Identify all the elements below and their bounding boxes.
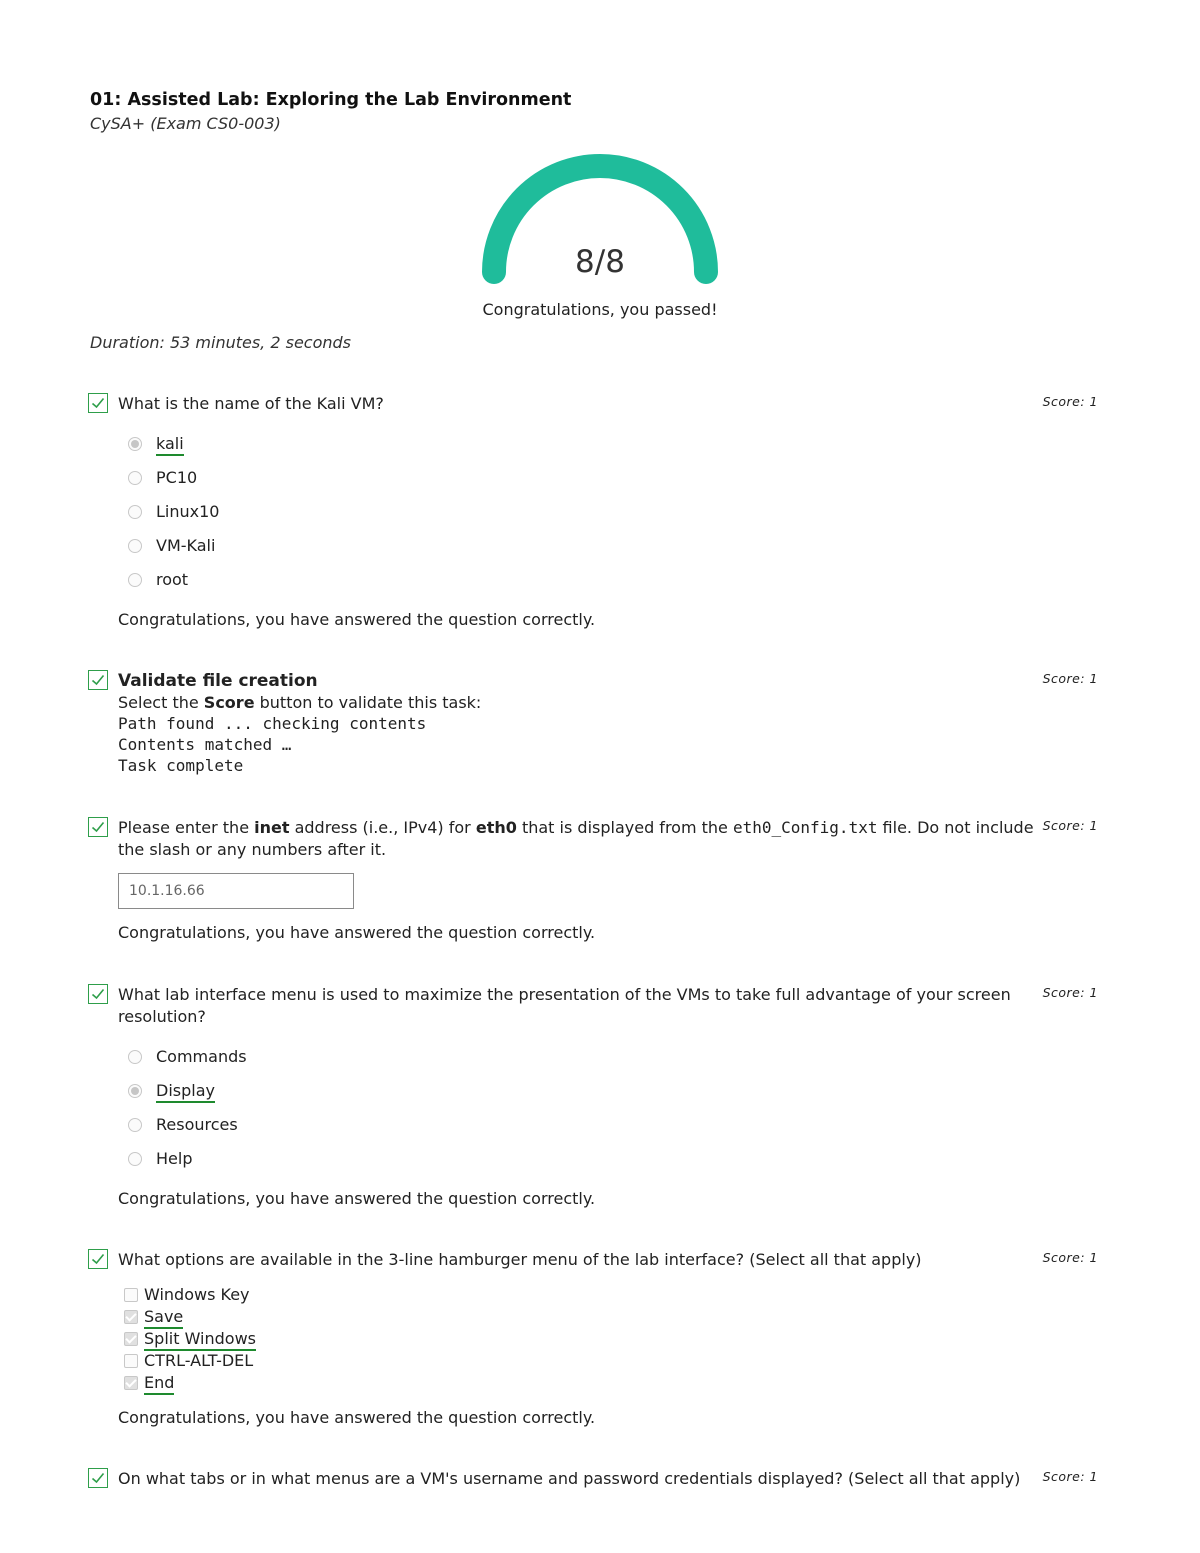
text-part: that is displayed from the [516, 818, 733, 837]
question-text: What options are available in the 3-line hamburger menu of the lab interface? (Select all that apply) [118, 1250, 922, 1269]
checkbox-checked[interactable] [124, 1310, 138, 1324]
option-label: kali [156, 434, 184, 456]
radio-unselected[interactable] [128, 505, 142, 519]
score-value: 8/8 [575, 244, 625, 280]
correct-check-icon [88, 670, 108, 690]
checkbox-checked[interactable] [124, 1376, 138, 1390]
task-instructions [118, 692, 1038, 714]
correct-check-icon [88, 1468, 108, 1488]
radio-selected[interactable] [128, 437, 142, 451]
checkbox-unchecked[interactable] [124, 1288, 138, 1302]
radio-unselected[interactable] [128, 1152, 142, 1166]
text-part: Please enter the [118, 818, 255, 837]
checkbox-checked[interactable] [124, 1332, 138, 1346]
option-label: PC10 [156, 468, 198, 487]
option-label: End [144, 1373, 174, 1395]
radio-unselected[interactable] [128, 1118, 142, 1132]
question-score: Score: 1 [1042, 818, 1098, 833]
option-label: Linux10 [156, 502, 220, 521]
question-score: Score: 1 [1042, 394, 1098, 409]
question-text: What lab interface menu is used to maximize the presentation of the VMs to take full advantage of your screen resolution? [118, 985, 1011, 1026]
text-part: address (i.e., IPv4) for [289, 818, 476, 837]
question-text: On what tabs or in what menus are a VM's username and password credentials displayed? (Select all that apply) [118, 1469, 1021, 1488]
option-label: Commands [156, 1047, 247, 1066]
question-text: What is the name of the Kali VM? [118, 394, 384, 413]
eth0-keyword: eth0 [475, 818, 517, 837]
radio-unselected[interactable] [128, 1050, 142, 1064]
task-output [118, 713, 1038, 776]
option-label: Windows Key [144, 1285, 250, 1304]
feedback-correct: Congratulations, you have answered the question correctly. [118, 610, 596, 629]
score-keyword: Score [203, 693, 255, 712]
output-line: Path found ... checking contents [118, 714, 427, 733]
inet-keyword: inet [254, 818, 290, 837]
radio-unselected[interactable] [128, 539, 142, 553]
page-title: 01: Assisted Lab: Exploring the Lab Environment [90, 90, 572, 110]
question-score: Score: 1 [1042, 985, 1098, 1000]
option-label: root [156, 570, 189, 589]
intro-text: button to validate this task: [254, 693, 482, 712]
output-line: Contents matched … [118, 735, 292, 754]
question-score: Score: 1 [1042, 671, 1098, 686]
page-subtitle: CySA+ (Exam CS0-003) [90, 114, 281, 133]
option-label: Resources [156, 1115, 238, 1134]
radio-selected[interactable] [128, 1084, 142, 1098]
option-label: VM-Kali [156, 536, 216, 555]
radio-unselected[interactable] [128, 573, 142, 587]
filename: eth0_Config.txt [732, 818, 878, 837]
feedback-correct: Congratulations, you have answered the question correctly. [118, 1189, 596, 1208]
correct-check-icon [88, 393, 108, 413]
text-part: file. Do not include the slash or any numbers after it. [118, 818, 1034, 859]
output-line: Task complete [118, 756, 244, 775]
question-score: Score: 1 [1042, 1469, 1098, 1484]
correct-check-icon [88, 817, 108, 837]
feedback-correct: Congratulations, you have answered the question correctly. [118, 1408, 596, 1427]
option-label: Display [156, 1081, 215, 1103]
pass-message: Congratulations, you passed! [482, 300, 718, 319]
correct-check-icon [88, 984, 108, 1004]
duration-text: Duration: 53 minutes, 2 seconds [90, 333, 352, 352]
feedback-correct: Congratulations, you have answered the question correctly. [118, 923, 596, 942]
question-score: Score: 1 [1042, 1250, 1098, 1265]
intro-text: Select the [118, 693, 204, 712]
answer-input[interactable]: 10.1.16.66 [118, 873, 354, 909]
option-label: Save [144, 1307, 183, 1329]
option-label: Split Windows [144, 1329, 256, 1351]
question-text [118, 817, 1038, 861]
option-label: CTRL-ALT-DEL [144, 1351, 254, 1370]
option-label: Help [156, 1149, 193, 1168]
correct-check-icon [88, 1249, 108, 1269]
task-title: Validate file creation [118, 671, 318, 691]
radio-unselected[interactable] [128, 471, 142, 485]
checkbox-unchecked[interactable] [124, 1354, 138, 1368]
